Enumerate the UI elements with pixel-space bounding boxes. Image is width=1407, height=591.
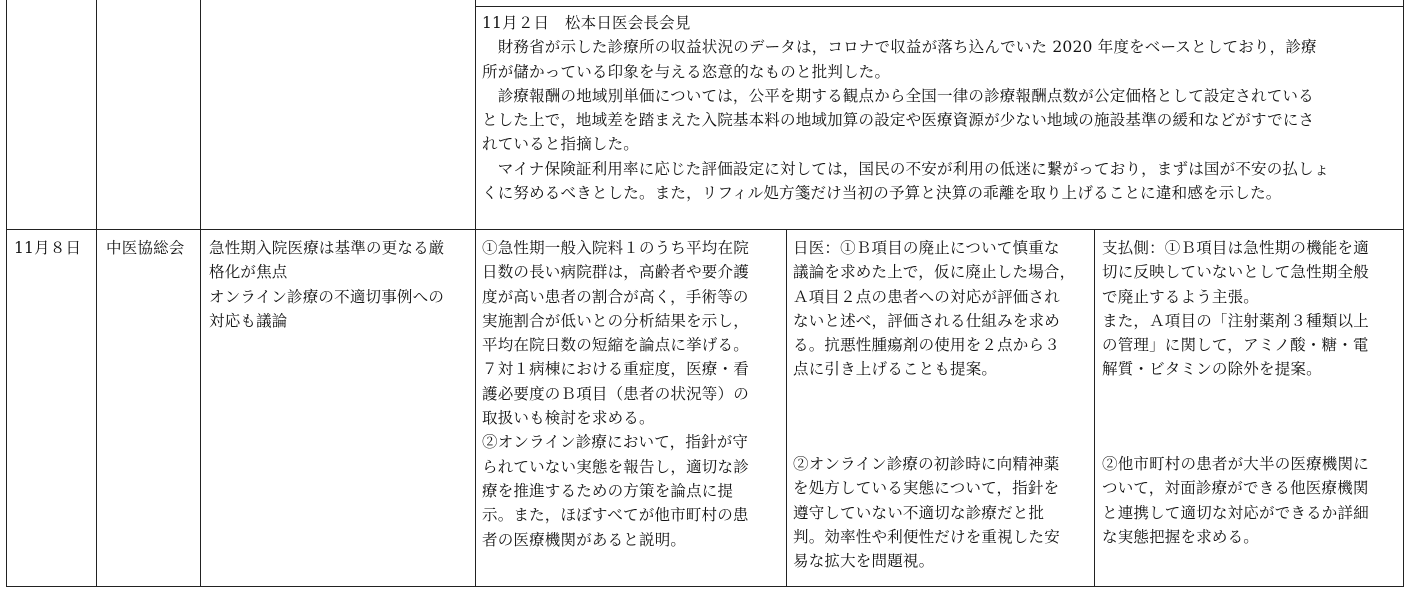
top-block-top-border — [475, 6, 1404, 7]
issue-line: 日数の長い病院群は，高齢者や要介護 — [482, 263, 749, 282]
column-divider-issue — [786, 229, 787, 587]
row-issues — [482, 236, 749, 552]
issue-line: ①急性期一般入院料１のうち平均在院 — [482, 239, 749, 257]
issue-line: 度が高い患者の割合が高く，手術等の — [482, 287, 749, 306]
table-border-right — [1403, 0, 1404, 587]
row-divider — [6, 229, 1404, 230]
issue-line: 護必要度のＢ項目（患者の状況等）の — [482, 384, 749, 403]
medical-side-line: を処方している実態について，指針を — [793, 479, 1060, 498]
payer-side-line: ②他市町村の患者が大半の医療機関に — [1102, 455, 1369, 473]
payer-side-line: 支払側：①Ｂ項目は急性期の機能を適 — [1102, 239, 1369, 257]
issue-line: ７対１病棟における重症度，医療・看 — [482, 360, 749, 379]
payer-side-line: の管理」に関して，アミノ酸・糖・電 — [1102, 336, 1369, 355]
press-conference-line: 診療報酬の地域別単価については，公平を期する観点から全国一律の診療報酬点数が公定価格として設定されている — [482, 86, 1314, 105]
press-conference-line: くに努めるべきとした。また，リフィル処方箋だけ当初の予算と決算の乖離を取り上げることに違和感を示した。 — [482, 184, 1282, 203]
issue-line: 者の医療機関があると説明。 — [482, 530, 687, 549]
issue-line: 取扱いも検討を求める。 — [482, 409, 655, 428]
press-conference-line: れていると指摘した。 — [482, 135, 640, 154]
row-payer-side-2 — [1102, 452, 1369, 549]
medical-side-line: ②オンライン診療の初診時に向精神薬 — [793, 455, 1060, 473]
medical-side-line: 判。効率性や利便性だけを重視した安 — [793, 527, 1060, 546]
payer-side-line: な実態把握を求める。 — [1102, 527, 1260, 546]
press-conference-heading: 11月２日 松本日医会長会見 — [482, 14, 691, 32]
column-divider-date — [96, 0, 97, 587]
medical-side-line: 日医：①Ｂ項目の廃止について慎重な — [793, 239, 1060, 257]
column-divider-medical — [1094, 229, 1095, 587]
table-border-bottom — [6, 586, 1404, 587]
medical-side-line: 議論を求めた上で，仮に廃止した場合， — [793, 263, 1076, 282]
row-medical-side-2 — [793, 452, 1060, 573]
payer-side-line: と連携して適切な対応ができるか詳細 — [1102, 503, 1369, 522]
topic-line: 対応も議論 — [209, 311, 288, 330]
medical-side-line: 易な拡大を問題視。 — [793, 552, 935, 571]
payer-side-line: ついて，対面診療ができる他医療機関 — [1102, 479, 1369, 498]
medical-side-line: ないと述べ，評価される仕組みを求め — [793, 311, 1060, 330]
issue-line: られていない実態を報告し，適切な診 — [482, 457, 749, 476]
press-conference-line: 所が儲かっている印象を与える恣意的なものと批判した。 — [482, 62, 891, 81]
medical-side-line: 遵守していない不適切な診療だと批 — [793, 503, 1045, 522]
issue-line: 実施割合が低いとの分析結果を示し， — [482, 311, 749, 330]
row-payer-side-1 — [1102, 236, 1369, 382]
issue-line: 療を推進するための方策を論点に提 — [482, 481, 734, 500]
press-conference-line: とした上で，地域差を踏まえた入院基本料の地域加算の設定や医療資源が少ない地域の施設基準の緩和などがすでにさ — [482, 111, 1315, 130]
topic-line: オンライン診療の不適切事例への — [209, 287, 445, 306]
issue-line: 示。また，ほぼすべてが他市町村の患 — [482, 506, 749, 525]
column-divider-topic — [475, 0, 476, 587]
payer-side-line: 解質・ビタミンの除外を提案。 — [1102, 360, 1322, 379]
payer-side-line: 切に反映していないとして急性期全般 — [1102, 263, 1369, 282]
topic-line: 急性期入院医療は基準の更なる厳 — [209, 239, 445, 257]
row-medical-side-1 — [793, 236, 1075, 382]
payer-side-line: で廃止するよう主張。 — [1102, 287, 1260, 306]
press-conference-line: マイナ保険証利用率に応じた評価設定に対しては，国民の不安が利用の低迷に繋がっており，まずは国が不安の払しょ — [482, 159, 1330, 178]
press-conference-line: 財務省が示した診療所の収益状況のデータは，コロナで収益が落ち込んでいた 2020 年度をベースとしており，診療 — [482, 38, 1317, 57]
column-divider-meeting — [200, 0, 201, 587]
issue-line: ②オンライン診療において，指針が守 — [482, 433, 749, 452]
medical-side-line: 点に引き上げることも提案。 — [793, 360, 998, 379]
row-topic — [209, 236, 445, 333]
press-conference-block — [482, 11, 1330, 205]
medical-side-line: る。抗悪性腫瘍剤の使用を２点から３ — [793, 336, 1060, 355]
row-date: 11月８日 — [14, 239, 82, 257]
issue-line: 平均在院日数の短縮を論点に挙げる。 — [482, 336, 749, 355]
table-border-left — [6, 0, 7, 587]
row-meeting: 中医協総会 — [106, 239, 185, 257]
payer-side-line: また，Ａ項目の「注射薬剤３種類以上 — [1102, 311, 1369, 330]
medical-side-line: Ａ項目２点の患者への対応が評価され — [793, 287, 1060, 306]
topic-line: 格化が焦点 — [209, 263, 288, 282]
